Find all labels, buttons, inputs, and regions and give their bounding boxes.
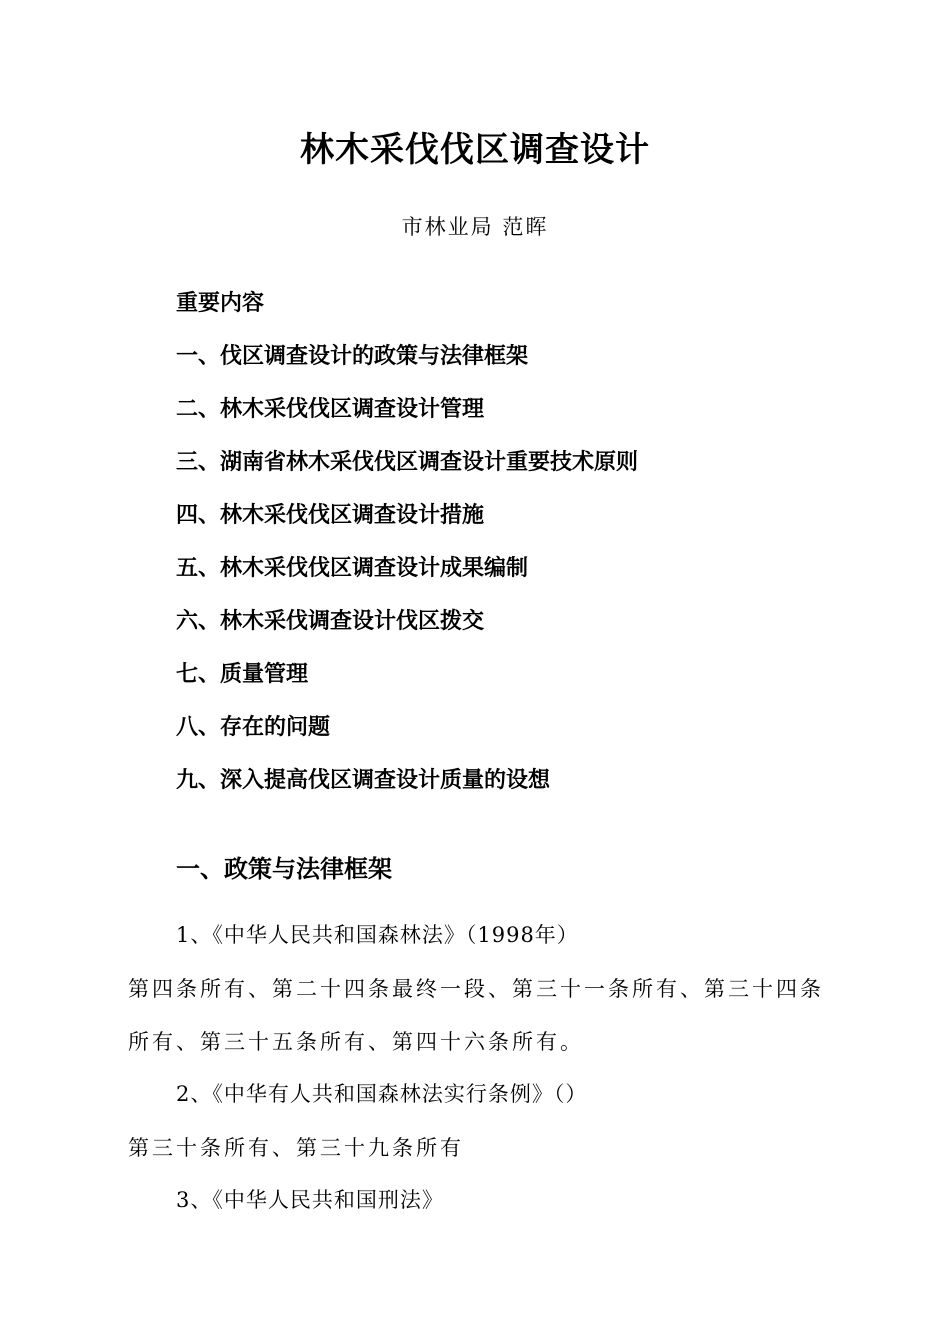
toc-list <box>176 342 638 819</box>
toc-item: 四、林木采伐伐区调查设计措施 <box>176 503 485 528</box>
law-text-2: 第三十条所有、第三十九条所有 <box>128 1136 464 1160</box>
law-text-1b: 所有、第三十五条所有、第四十六条所有。 <box>128 1030 584 1054</box>
document-author: 市林业局 范晖 <box>401 215 549 239</box>
toc-item: 六、林木采伐调查设计伐区拨交 <box>176 609 485 634</box>
toc-item: 九、深入提高伐区调查设计质量的设想 <box>176 768 551 793</box>
section-heading: 一、政策与法律框架 <box>176 855 392 883</box>
law-title-1: 1、《中华人民共和国森林法》（1998年） <box>176 923 579 947</box>
document-title: 林木采伐伐区调查设计 <box>300 130 650 170</box>
toc-item: 五、林木采伐伐区调查设计成果编制 <box>176 556 529 581</box>
toc-item: 七、质量管理 <box>176 662 309 687</box>
law-title-2: 2、《中华有人共和国森林法实行条例》（） <box>176 1082 588 1106</box>
toc-heading: 重要内容 <box>176 291 265 316</box>
toc-item: 八、存在的问题 <box>176 715 331 740</box>
toc-item: 三、湖南省林木采伐伐区调查设计重要技术原则 <box>176 450 639 475</box>
toc-item: 二、林木采伐伐区调查设计管理 <box>176 397 485 422</box>
law-text-1a: 第四条所有、第二十四条最终一段、第三十一条所有、第三十四条 <box>128 977 824 1001</box>
law-title-3: 3、《中华人民共和国刑法》 <box>176 1188 444 1212</box>
toc-item: 一、伐区调查设计的政策与法律框架 <box>176 344 529 369</box>
